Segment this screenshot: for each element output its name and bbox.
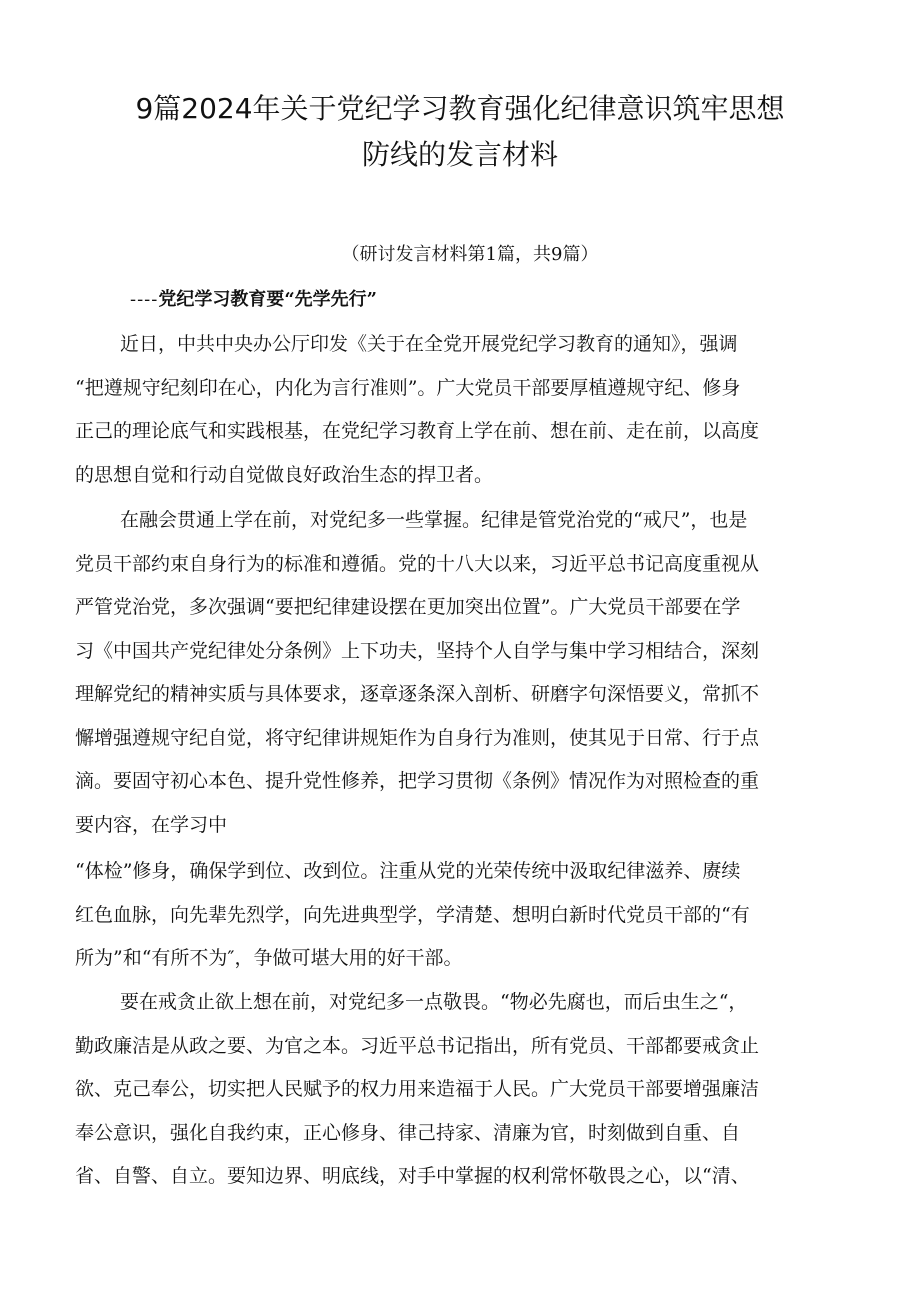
paragraph-line: 懈增强遵规守纪自觉，将守纪律讲规矩作为自身行为准则，使其见于日常、行于点: [75, 726, 760, 749]
paragraph-line: 要在戒贪止欲上想在前，对党纪多一点敬畏。“物必先腐也，而后虫生之“，: [120, 991, 748, 1013]
paragraph-line: 奉公意识，强化自我约束，正心修身、律己持家、清廉为官，时刻做到自重、自: [75, 1121, 741, 1144]
section-heading-text: 党纪学习教育要“先学先行”: [158, 289, 378, 310]
paragraph-line: 党员干部约束自身行为的标准和遵循。党的十八大以来，习近平总书记高度重视从: [75, 552, 760, 575]
paragraph: [75, 981, 855, 1199]
title-line: 9篇2024年关于党纪学习教育强化纪律意识筑牢思想: [135, 92, 785, 125]
paragraph-line: 严管党治党，多次强调“要把纪律建设摆在更加突出位置”。广大党员干部要在学: [75, 596, 741, 618]
paragraph-line: 欲、克己奉公，切实把人民赋予的权力用来造福于人民。广大党员干部要增强廉洁: [75, 1078, 760, 1100]
paragraph-line: 的思想自觉和行动自觉做良好政治生态的捍卫者。: [75, 463, 494, 486]
paragraph-line: 红色血脉，向先辈先烈学，向先进典型学，学清楚、想明白新时代党员干部的“有: [75, 903, 750, 926]
paragraph-line: 滴。要固守初心本色、提升党性修养，把学习贯彻《条例》情况作为对照检查的重: [75, 770, 760, 792]
paragraph-line: 正己的理论底气和实践根基，在党纪学习教育上学在前、想在前、走在前，以高度: [75, 420, 760, 442]
paragraph-line: 习《中国共产党纪律处分条例》上下功夫，坚持个人自学与集中学习相结合，深刻: [75, 639, 760, 662]
paragraph: [75, 499, 855, 847]
document-subtitle: （研讨发言材料第1篇，共9篇）: [341, 244, 599, 265]
document-title: [90, 86, 830, 178]
paragraph-line: 要内容，在学习中: [75, 813, 228, 836]
paragraph-line: 勤政廉洁是从政之要、为官之本。习近平总书记指出，所有党员、干部都要戒贪止: [75, 1034, 760, 1057]
paragraph-line: 所为”和“有所不为″，争做可堪大用的好干部。: [75, 947, 463, 969]
title-line: 防线的发言材料: [361, 138, 558, 171]
section-heading-dash: ----: [130, 289, 159, 310]
paragraph-line: “体检”修身，确保学到位、改到位。注重从党的光荣传统中汲取纪律滋养、赓续: [75, 860, 741, 882]
section-heading: [130, 286, 377, 314]
paragraph-line: 理解党纪的精神实质与具体要求，逐章逐条深入剖析、研磨字句深悟要义，常抓不: [75, 683, 760, 705]
paragraph-line: “把遵规守纪刻印在心，内化为言行准则”。广大党员干部要厚植遵规守纪、修身: [75, 376, 741, 399]
paragraph-line: 近日，中共中央办公厅印发《关于在全党开展党纪学习教育的通知》，强调: [120, 333, 738, 355]
paragraph: [75, 323, 855, 497]
paragraph: [75, 850, 855, 981]
paragraph-line: 省、自警、自立。要知边界、明底线，对手中掌握的权利常怀敬畏之心，以“清、: [75, 1165, 750, 1187]
paragraph-line: 在融会贯通上学在前，对党纪多一些掌握。纪律是管党治党的“戒尺”，也是: [120, 509, 748, 531]
